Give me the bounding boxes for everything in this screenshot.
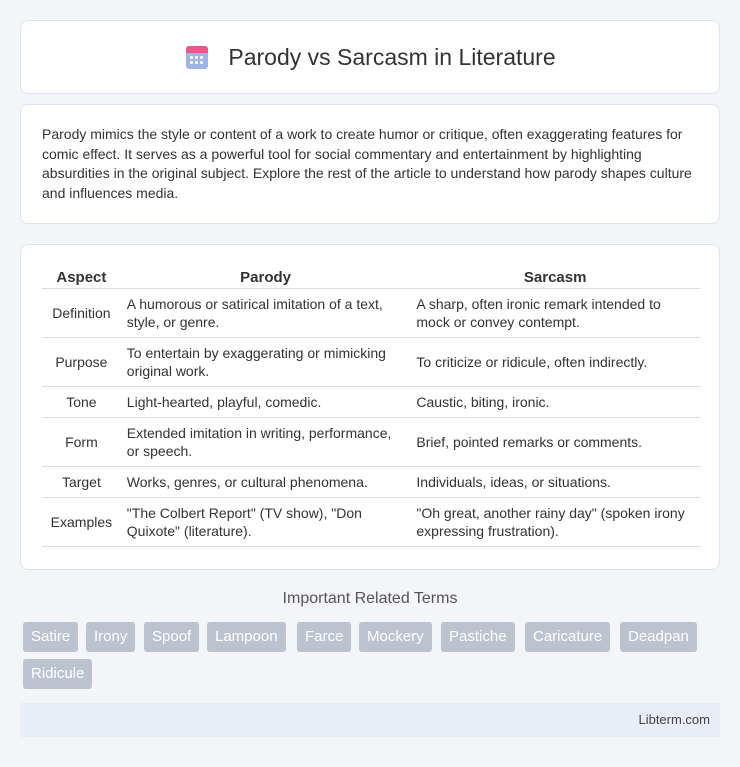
tag-irony[interactable]: Irony [86,622,135,652]
row-sarcasm: To criticize or ridicule, often indirectly. [410,338,700,387]
tag-deadpan[interactable]: Deadpan [620,622,697,652]
tag-satire[interactable]: Satire [23,622,78,652]
header-sarcasm: Sarcasm [410,265,700,289]
calendar-icon [184,44,210,70]
row-aspect: Tone [42,387,121,418]
table-row [42,418,700,467]
tag-lampoon[interactable]: Lampoon [207,622,286,652]
title-card [20,20,720,94]
row-sarcasm: Caustic, biting, ironic. [410,387,700,418]
row-parody: Works, genres, or cultural phenomena. [121,467,411,498]
row-parody: To entertain by exaggerating or mimicking original work. [121,338,411,387]
header-aspect: Aspect [42,265,121,289]
row-parody: A humorous or satirical imitation of a text, style, or genre. [121,289,411,338]
row-parody: Extended imitation in writing, performance, or speech. [121,418,411,467]
row-aspect: Form [42,418,121,467]
row-aspect: Definition [42,289,121,338]
tag-mockery[interactable]: Mockery [359,622,432,652]
related-terms-title: Important Related Terms [282,590,458,607]
footer-site-link[interactable]: Libterm.com [638,712,710,727]
footer [20,703,720,737]
intro-text: Parody mimics the style or content of a work to create humor or critique, often exaggerating features for comic effect. It serves as a powerful tool for social commentary and entertainment by highlighting absurdities in the original subject. Explore the rest of the article to understand how parody shapes culture and influences media. [42,126,692,201]
tag-caricature[interactable]: Caricature [525,622,610,652]
page-title: Parody vs Sarcasm in Literature [228,43,556,70]
header-parody: Parody [121,265,411,289]
row-sarcasm: A sharp, often ironic remark intended to mock or convey contempt. [410,289,700,338]
tag-ridicule[interactable]: Ridicule [23,659,92,689]
row-aspect: Target [42,467,121,498]
row-parody: "The Colbert Report" (TV show), "Don Quixote" (literature). [121,498,411,547]
intro-card [20,104,720,224]
table-row [42,387,700,418]
table-row [42,338,700,387]
tag-spoof[interactable]: Spoof [144,622,199,652]
row-sarcasm: "Oh great, another rainy day" (spoken irony expressing frustration). [410,498,700,547]
table-row [42,289,700,338]
table-row [42,467,700,498]
comparison-card [20,244,720,570]
tag-pastiche[interactable]: Pastiche [441,622,515,652]
row-aspect: Purpose [42,338,121,387]
row-parody: Light-hearted, playful, comedic. [121,387,411,418]
row-aspect: Examples [42,498,121,547]
table-row [42,498,700,547]
tag-farce[interactable]: Farce [297,622,351,652]
row-sarcasm: Brief, pointed remarks or comments. [410,418,700,467]
row-sarcasm: Individuals, ideas, or situations. [410,467,700,498]
comparison-table [42,265,700,547]
